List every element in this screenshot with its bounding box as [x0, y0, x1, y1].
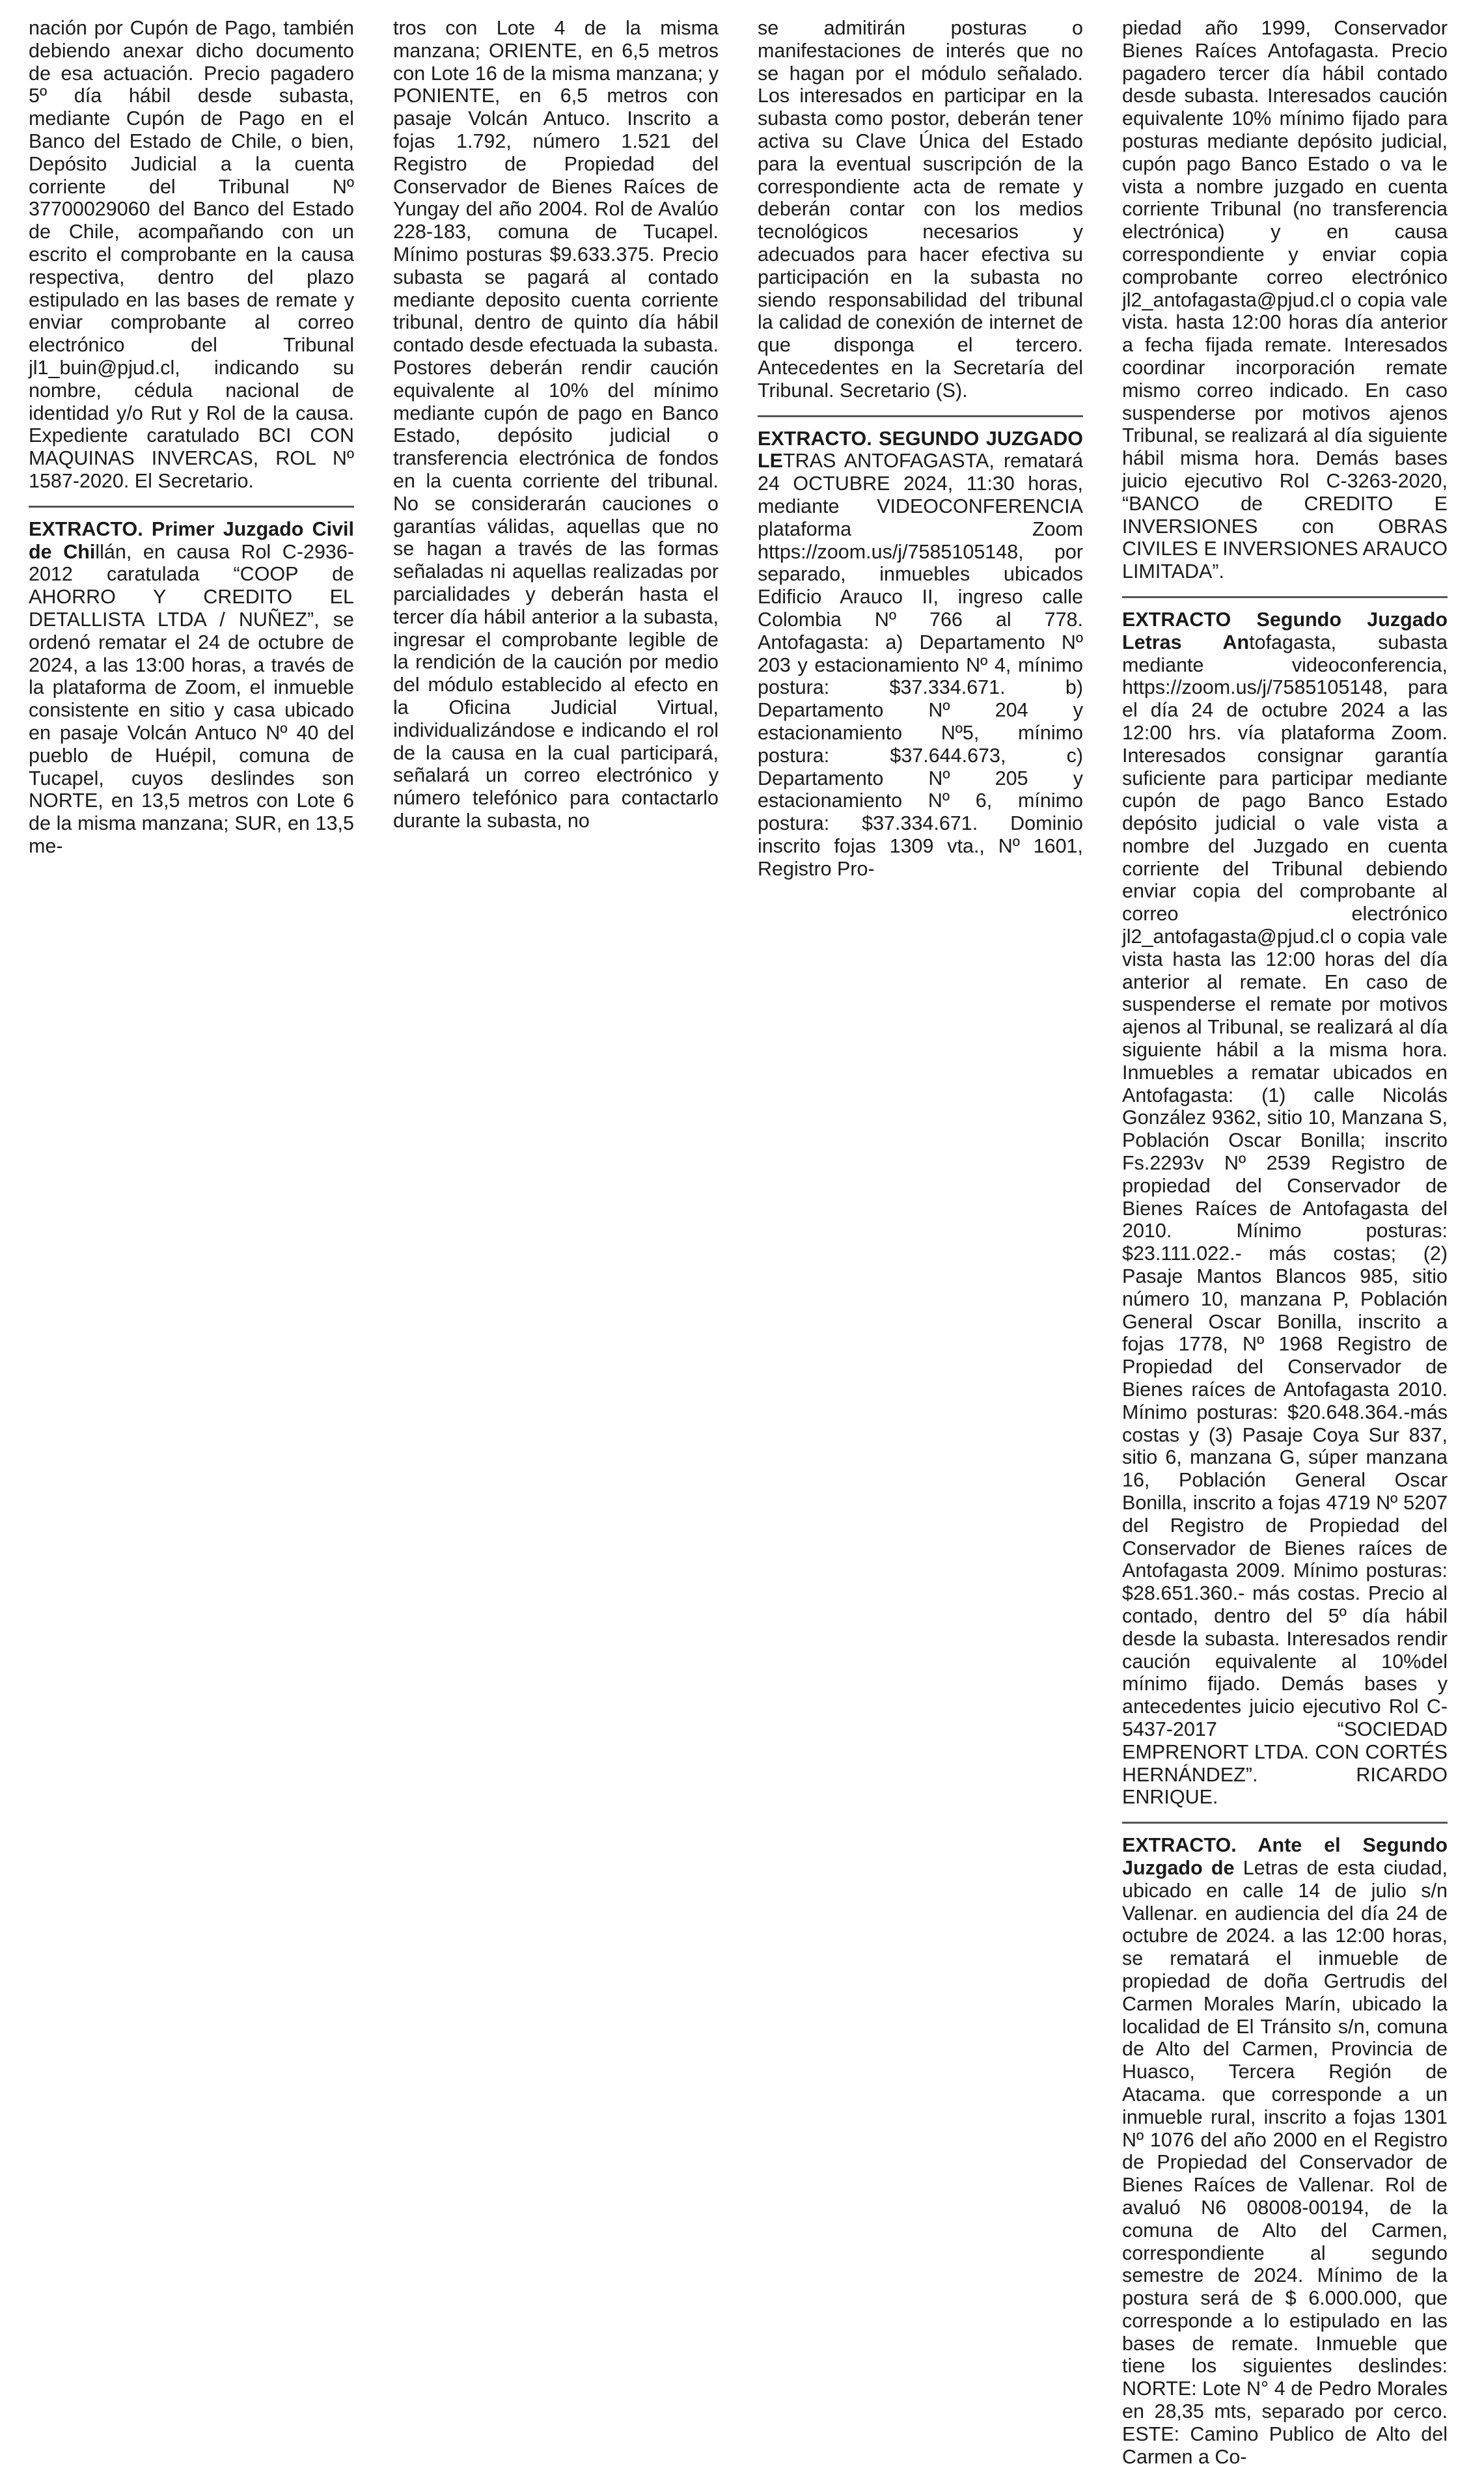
notice-divider	[758, 415, 1083, 417]
column-2	[393, 17, 719, 832]
notice-extracto-vallenar	[1122, 1834, 1448, 2468]
notice-divider	[29, 506, 354, 508]
notice-divider	[1122, 1822, 1448, 1824]
notice-continuation: se admitirán posturas o manifestaciones de interés que no se hagan por el módulo señalado. Los interesados en participar en la subasta como postor, deberán tener activa su Clave Única del Estado para la eventual suscripción de la correspondiente acta de remate y deberán contar con los medios tecnológicos necesarios y adecuados para hacer efectiva su participación en la subasta no siendo responsabilidad del tribunal la calidad de conexión de internet de que disponga el tercero. Antecedentes en la Secretaría del Tribunal. Secretario (S).	[758, 17, 1083, 402]
notice-body: TRAS ANTOFAGASTA, rematará 24 OCTUBRE 2024, 11:30 horas, mediante VIDEOCONFERENCIA plataforma Zoom https://zoom.us/j/7585105148, por separado, inmuebles ubicados Edificio Arauco II, ingreso calle Colombia Nº 766 al 778. Antofagasta: a) Departamento Nº 203 y estacionamiento Nº 4, mínimo postura: $37.334.671. b) Departamento Nº 204 y estacionamiento Nº5, mínimo postura: $37.644.673, c) Departamento Nº 205 y estacionamiento Nº 6, mínimo postura: $37.334.671. Dominio inscrito fojas 1309 vta., Nº 1601, Registro Pro-	[758, 450, 1083, 880]
notice-extracto-antofagasta-1	[758, 428, 1083, 881]
notice-heading: EXTRACTO Segundo Juzgado Letras An	[1122, 608, 1448, 653]
notice-heading: EXTRACTO. Ante el Segundo Juzgado de	[1122, 1834, 1448, 1879]
notice-divider	[1122, 596, 1448, 598]
notice-heading: EXTRACTO. SEGUNDO JUZGADO LE	[758, 427, 1083, 473]
column-4	[1122, 17, 1448, 2468]
notice-extracto-chillan	[29, 518, 354, 858]
column-1	[29, 17, 354, 858]
column-3	[758, 17, 1083, 880]
notice-continuation: nación por Cupón de Pago, también debiendo anexar dicho documento de esa actuación. Precio pagadero 5º día hábil desde subasta, mediante Cupón de Pago en el Banco del Estado de Chile, o bien, Depósito Judicial a la cuenta corriente del Tribunal Nº 37700029060 del Banco del Estado de Chile, acompañando con un escrito el comprobante en la causa respectiva, dentro del plazo estipulado en las bases de remate y enviar comprobante al correo electrónico del Tribunal jl1_buin@pjud.cl, indicando su nombre, cédula nacional de identidad y/o Rut y Rol de la causa. Expediente caratulado BCI CON MAQUINAS INVERCAS, ROL Nº 1587-2020. El Secretario.	[29, 17, 354, 492]
notice-body: Letras de esta ciudad, ubicado en calle 14 de julio s/n Vallenar. en audiencia del día 24 de octubre de 2024. a las 12:00 horas, se rematará el inmueble de propiedad de doña Gertrudis del Carmen Morales Marín, ubicado la localidad de El Tránsito s/n, comuna de Alto del Carmen, Provincia de Huasco, Tercera Región de Atacama. que corresponde a un inmueble rural, inscrito a fojas 1301 Nº 1076 del año 2000 en el Registro de Propiedad del Conservador de Bienes Raíces de Vallenar. Rol de avaluó N6 08008-00194, de la comuna de Alto del Carmen, correspondiente al segundo semestre de 2024. Mínimo de la postura será de $ 6.000.000, que corresponde a lo estipulado en las bases de remate. Inmueble que tiene los siguientes deslindes: NORTE: Lote N° 4 de Pedro Morales en 28,35 mts, separado por cerco. ESTE: Camino Publico de Alto del Carmen a Co-	[1122, 1856, 1448, 2468]
notice-body: llán, en causa Rol C-2936-2012 caratulada “COOP de AHORRO Y CREDITO EL DETALLISTA LTDA / NUÑEZ”, se ordenó rematar el 24 de octubre de 2024, a las 13:00 horas, a través de la plataforma de Zoom, el inmueble consistente en sitio y casa ubicado en pasaje Volcán Antuco Nº 40 del pueblo de Huépil, comuna de Tucapel, cuyos deslindes son NORTE, en 13,5 metros con Lote 6 de la misma manzana; SUR, en 13,5 me-	[29, 540, 354, 857]
notice-continuation: piedad año 1999, Conservador Bienes Raíces Antofagasta. Precio pagadero tercer día hábil contado desde subasta. Interesados caución equivalente 10% mínimo fijado para posturas mediante depósito judicial, cupón pago Banco Estado o va le vista a nombre juzgado en cuenta corriente Tribunal (no transferencia electrónica) y en causa correspondiente y enviar copia comprobante correo electrónico jl2_antofagasta@pjud.cl o copia vale vista. hasta 12:00 horas día anterior a fecha fijada remate. Interesados coordinar incorporación remate mismo correo indicado. En caso suspenderse por motivos ajenos Tribunal, se realizará al día siguiente hábil misma hora. Demás bases juicio ejecutivo Rol C-3263-2020, “BANCO de CREDITO E INVERSIONES con OBRAS CIVILES E INVERSIONES ARAUCO LIMITADA”.	[1122, 17, 1448, 583]
notice-extracto-antofagasta-2	[1122, 609, 1448, 1809]
notice-body: tofagasta, subasta mediante videoconferencia, https://zoom.us/j/7585105148, para el día 24 de octubre 2024 a las 12:00 hrs. vía plataforma Zoom. Interesados consignar garantía suficiente para participar mediante cupón de pago Banco Estado depósito judicial o vale vista a nombre del Juzgado en cuenta corriente del Tribunal debiendo enviar copia del comprobante al correo electrónico jl2_antofagasta@pjud.cl o copia vale vista hasta las 12:00 horas del día anterior al remate. En caso de suspenderse el remate por motivos ajenos al Tribunal, se realizará al día siguiente hábil a la misma hora. Inmuebles a rematar ubicados en Antofagasta: (1) calle Nicolás González 9362, sitio 10, Manzana S, Población Oscar Bonilla; inscrito Fs.2293v Nº 2539 Registro de propiedad del Conservador de Bienes Raíces de Antofagasta del 2010. Mínimo posturas: $23.111.022.- más costas; (2) Pasaje Mantos Blancos 985, sitio número 10, manzana P, Población General Oscar Bonilla, inscrito a fojas 1778, Nº 1968 Registro de Propiedad del Conservador de Bienes raíces de Antofagasta 2010. Mínimo posturas: $20.648.364.-más costas y (3) Pasaje Coya Sur 837, sitio 6, manzana G, súper manzana 16, Población General Oscar Bonilla, inscrito a fojas 4719 Nº 5207 del Registro de Propiedad del Conservador de Bienes raíces de Antofagasta 2009. Mínimo posturas: $28.651.360.- más costas. Precio al contado, dentro del 5º día hábil desde la subasta. Interesados rendir caución equivalente al 10%del mínimo fijado. Demás bases y antecedentes juicio ejecutivo Rol C-5437-2017 “SOCIEDAD EMPRENORT LTDA. CON CORTÉS HERNÁNDEZ”. RICARDO ENRIQUE.	[1122, 631, 1448, 1809]
notice-heading: EXTRACTO. Primer Juzgado Civil de Chi	[29, 517, 354, 563]
notice-continuation: tros con Lote 4 de la misma manzana; ORIENTE, en 6,5 metros con Lote 16 de la misma manzana; y PONIENTE, en 6,5 metros con pasaje Volcán Antuco. Inscrito a fojas 1.792, número 1.521 del Registro de Propiedad del Conservador de Bienes Raíces de Yungay del año 2004. Rol de Avalúo 228-183, comuna de Tucapel. Mínimo posturas $9.633.375. Precio subasta se pagará al contado mediante deposito cuenta corriente tribunal, dentro de quinto día hábil contado desde efectuada la subasta. Postores deberán rendir caución equivalente al 10% del mínimo mediante cupón de pago en Banco Estado, depósito judicial o transferencia electrónica de fondos en la cuenta corriente del tribunal. No se considerarán cauciones o garantías válidas, aquellas que no se hagan a través de las formas señaladas ni aquellas realizadas por parcialidades y deberán hasta el tercer día hábil anterior a la subasta, ingresar el comprobante legible de la rendición de la caución por medio del módulo establecido al efecto en la Oficina Judicial Virtual, individualizándose e indicando el rol de la causa en la cual participará, señalará un correo electrónico y número telefónico para contactarlo durante la subasta, no	[393, 17, 719, 832]
